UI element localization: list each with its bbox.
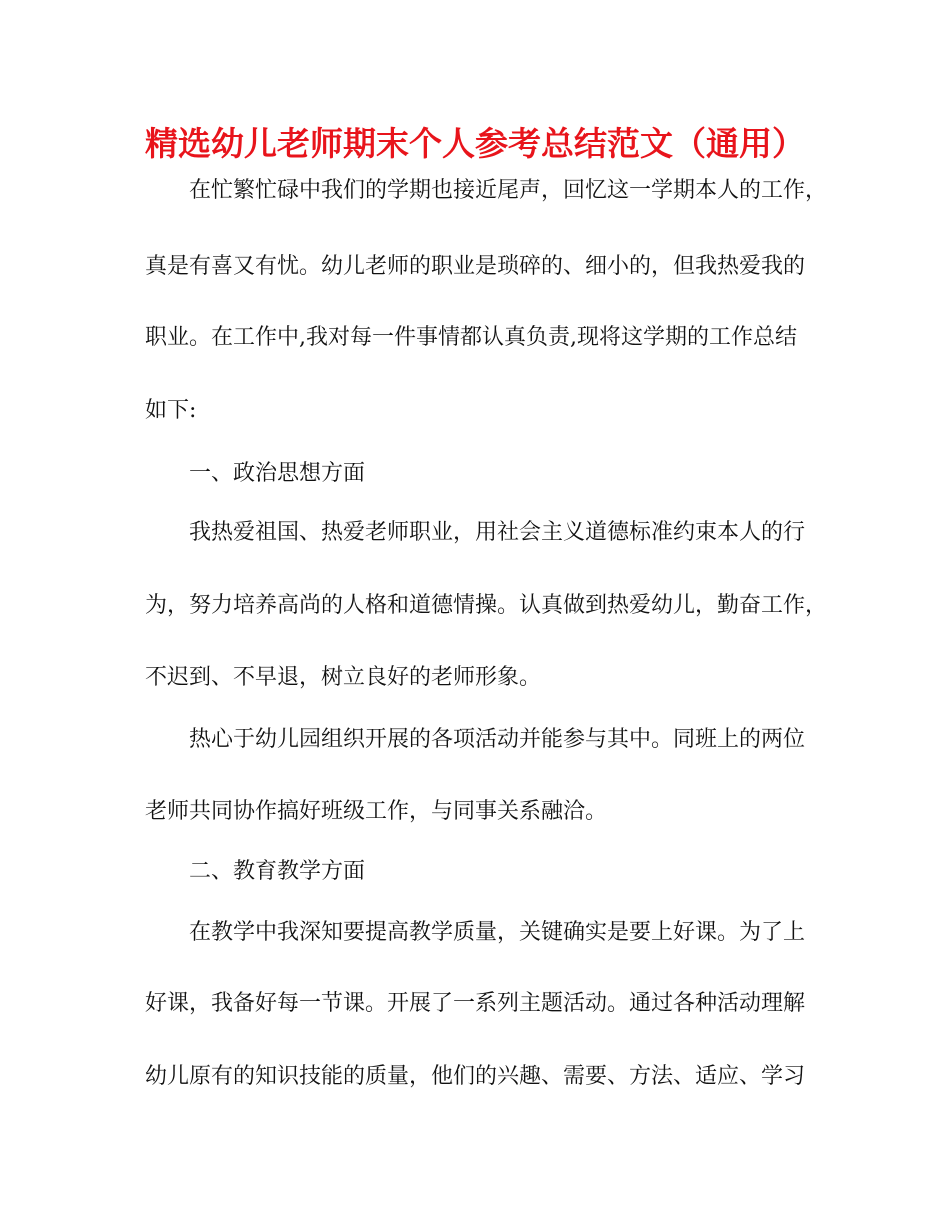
paragraph-line: 热心于幼儿园组织开展的各项活动并能参与其中。同班上的两位 (189, 727, 806, 752)
paragraph-line: 在忙繁忙碌中我们的学期也接近尾声，回忆这一学期本人的工作， (189, 178, 828, 203)
paragraph-line: 真是有喜又有忧。幼儿老师的职业是琐碎的、细小的，但我热爱我的 (145, 254, 806, 279)
paragraph-line: 老师共同协作搞好班级工作，与同事关系融洽。 (145, 799, 608, 824)
paragraph-line: 为，努力培养高尚的人格和道德情操。认真做到热爱幼儿，勤奋工作， (145, 593, 828, 618)
paragraph-line: 不迟到、不早退，树立良好的老师形象。 (145, 665, 542, 690)
section-heading: 二、教育教学方面 (189, 859, 366, 884)
paragraph-line: 好课，我备好每一节课。开展了一系列主题活动。通过各种活动理解 (145, 991, 806, 1016)
paragraph-line: 在教学中我深知要提高教学质量，关键确实是要上好课。为了上 (189, 920, 806, 945)
paragraph-line: 幼儿原有的知识技能的质量，他们的兴趣、需要、方法、适应、学习 (145, 1064, 806, 1089)
paragraph-line: 如下: (145, 398, 197, 423)
paragraph-line: 职业。在工作中,我对每一件事情都认真负责,现将这学期的工作总结 (145, 325, 797, 350)
document-title: 精选幼儿老师期末个人参考总结范文（通用） (145, 124, 805, 163)
paragraph-line: 我热爱祖国、热爱老师职业，用社会主义道德标准约束本人的行 (189, 520, 806, 545)
section-heading: 一、政治思想方面 (189, 461, 366, 486)
